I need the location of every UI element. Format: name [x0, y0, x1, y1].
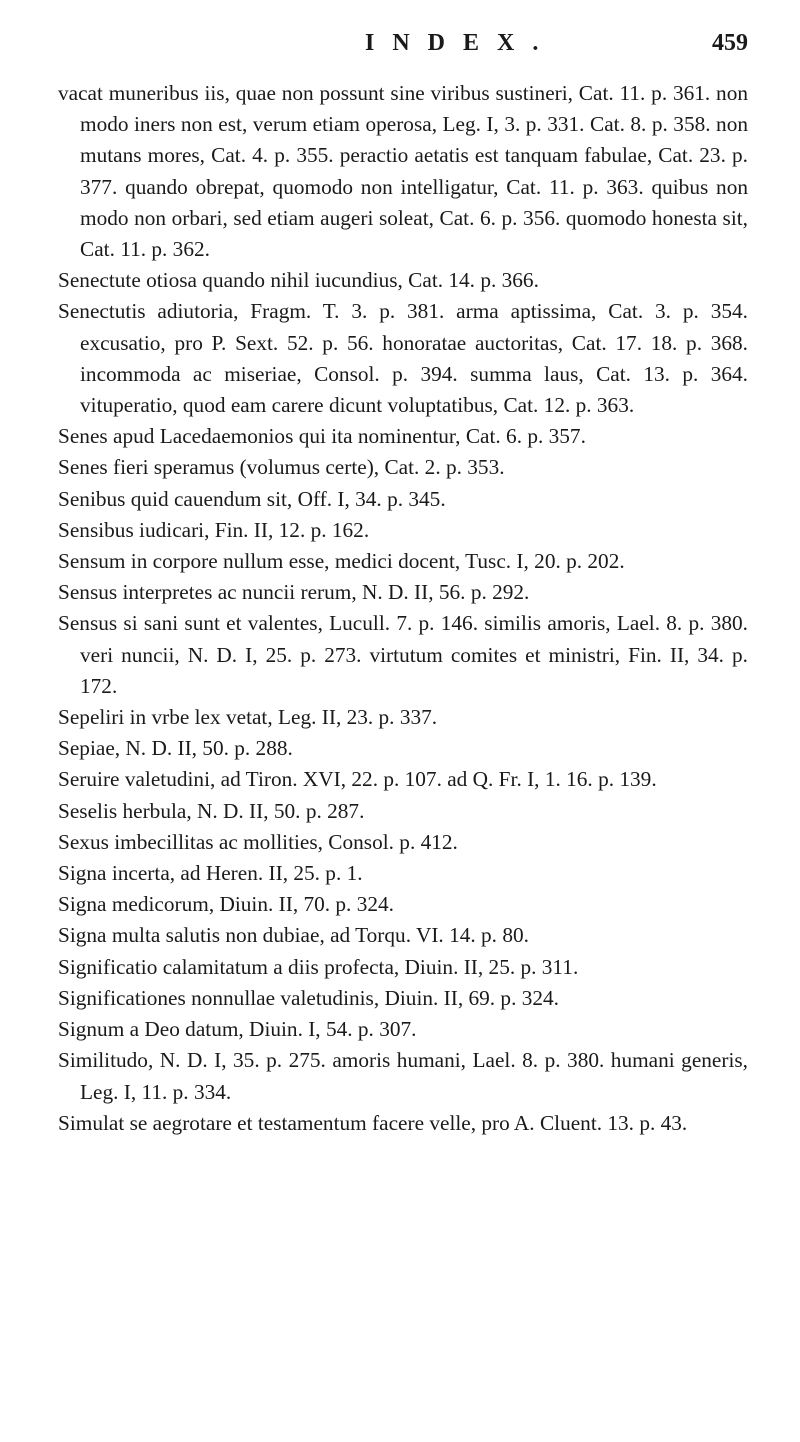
page-number: 459 — [712, 30, 748, 56]
index-entry: Sensibus iudicari, Fin. II, 12. p. 162. — [58, 517, 370, 542]
running-header — [0, 30, 800, 70]
index-entry: vacat muneribus iis, quae non possunt sine viribus sustineri, Cat. 11. p. 361. non modo iners non est, verum etiam operosa, Leg. I, 3. p. 331. Cat. 8. p. 358. non mutans mores, Cat. 4. p. 355. peractio aetatis est tanquam fabulae, Cat. 23. p. 377. quando obrepat, quomodo non intelligatur, Cat. 11. p. 363. quibus non modo non orbari, sed etiam augeri soleat, Cat. 6. p. 356. quomodo honesta sit, Cat. 11. p. 362. — [58, 81, 748, 262]
index-entry: Sepeliri in vrbe lex vetat, Leg. II, 23. p. 337. — [58, 705, 438, 730]
index-entry: Seruire valetudini, ad Tiron. XVI, 22. p. 107. ad Q. Fr. I, 1. 16. p. 139. — [58, 767, 657, 792]
index-entry: Signa multa salutis non dubiae, ad Torqu. VI. 14. p. 80. — [58, 923, 529, 948]
index-entry: Signum a Deo datum, Diuin. I, 54. p. 307. — [58, 1017, 417, 1042]
index-entry: Sensus si sani sunt et valentes, Lucull. 7. p. 146. similis amoris, Lael. 8. p. 380. veri nuncii, N. D. I, 25. p. 273. virtutum comites et ministri, Fin. II, 34. p. 172. — [58, 611, 748, 698]
index-entry: Significatio calamitatum a diis profecta, Diuin. II, 25. p. 311. — [58, 954, 579, 979]
index-entry: Senectute otiosa quando nihil iucundius, Cat. 14. p. 366. — [58, 268, 539, 293]
index-entry: Sensus interpretes ac nuncii rerum, N. D. II, 56. p. 292. — [58, 580, 530, 605]
index-entry: Significationes nonnullae valetudinis, Diuin. II, 69. p. 324. — [58, 985, 559, 1010]
index-entry: Seselis herbula, N. D. II, 50. p. 287. — [58, 798, 365, 823]
header-title: INDEX. — [365, 30, 557, 56]
index-entry: Sensum in corpore nullum esse, medici docent, Tusc. I, 20. p. 202. — [58, 549, 625, 574]
index-entries — [58, 78, 748, 1139]
index-entry: Signa incerta, ad Heren. II, 25. p. 1. — [58, 861, 363, 886]
index-entry: Senibus quid cauendum sit, Off. I, 34. p. 345. — [58, 486, 446, 511]
index-entry: Senes apud Lacedaemonios qui ita nominentur, Cat. 6. p. 357. — [58, 424, 586, 449]
index-entry: Signa medicorum, Diuin. II, 70. p. 324. — [58, 892, 394, 917]
index-entry: Senectutis adiutoria, Fragm. T. 3. p. 381. arma aptissima, Cat. 3. p. 354. excusatio, pro P. Sext. 52. p. 56. honoratae auctoritas, Cat. 17. 18. p. 368. incommoda ac miseriae, Consol. p. 394. summa laus, Cat. 13. p. 364. vituperatio, quod eam carere dicunt voluptatibus, Cat. 12. p. 363. — [58, 299, 748, 418]
index-entry: Simulat se aegrotare et testamentum facere velle, pro A. Cluent. 13. p. 43. — [58, 1110, 688, 1135]
index-entry: Senes fieri speramus (volumus certe), Cat. 2. p. 353. — [58, 455, 505, 480]
index-entry: Sepiae, N. D. II, 50. p. 288. — [58, 736, 293, 761]
index-entry: Similitudo, N. D. I, 35. p. 275. amoris humani, Lael. 8. p. 380. humani generis, Leg. I, 11. p. 334. — [58, 1048, 748, 1104]
index-entry: Sexus imbecillitas ac mollities, Consol. p. 412. — [58, 829, 458, 854]
